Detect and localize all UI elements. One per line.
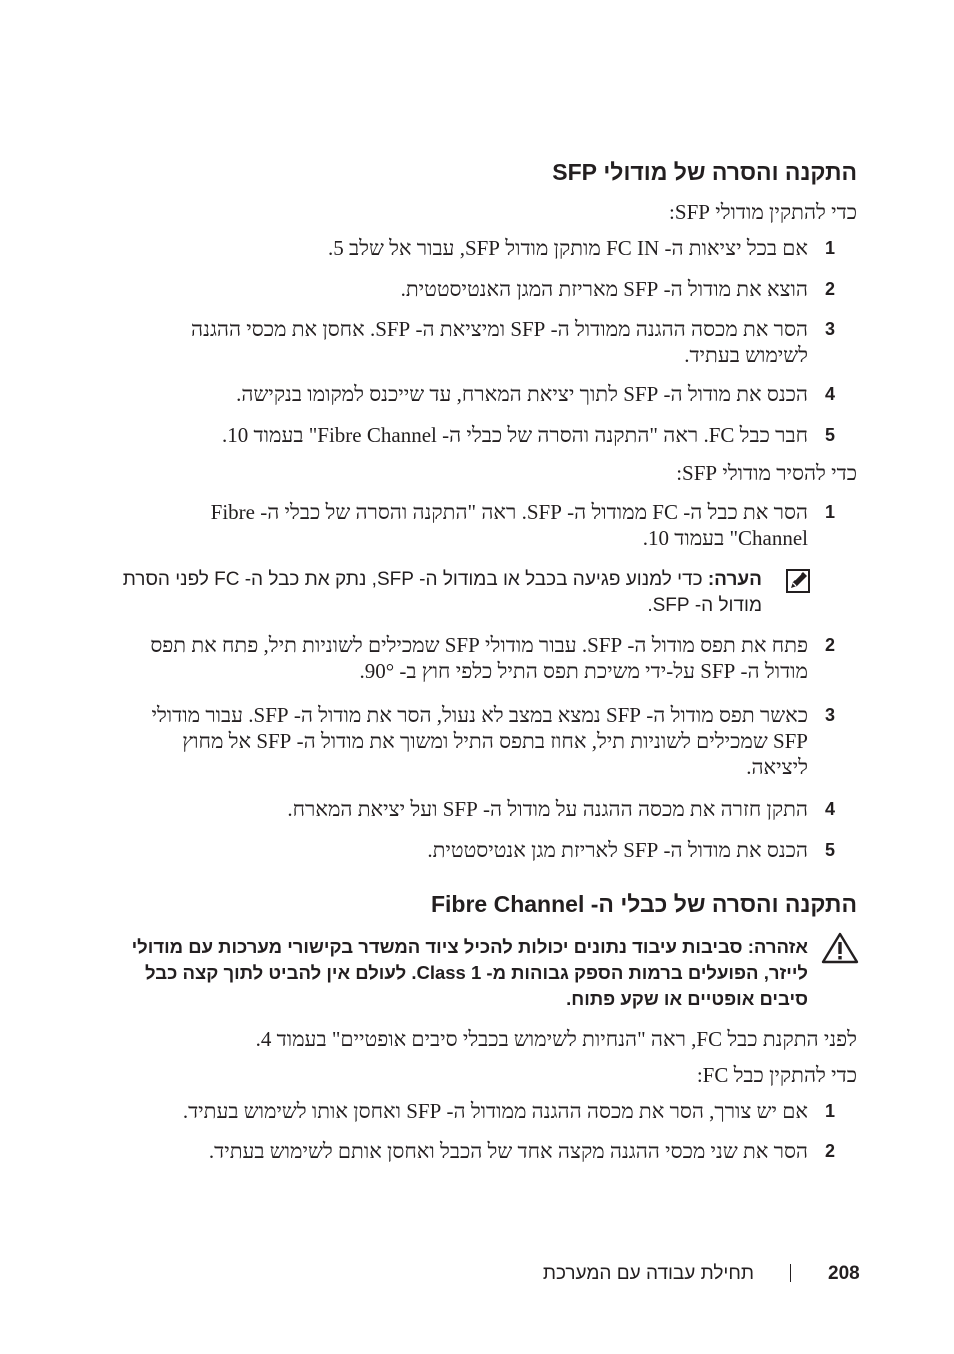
step-number: 3 — [824, 705, 835, 725]
section-heading-fibre-channel: התקנה והסרה של כבלי ה- Fibre Channel — [430, 891, 857, 917]
remove-step-2 — [128, 632, 835, 684]
install-step-5 — [128, 422, 835, 448]
step-number: 1 — [824, 238, 835, 258]
remove-sfp-intro: כדי להסיר מודולי SFP: — [676, 461, 857, 485]
note-label: הערה: — [707, 569, 762, 590]
install-step-4 — [128, 381, 835, 407]
remove-step-5 — [128, 837, 835, 863]
step-text: התקן חזרה את מכסה ההגנה על מודול ה- SFP ועל יציאת המארח. — [287, 797, 808, 821]
step-number: 2 — [824, 635, 835, 655]
step-number: 1 — [824, 502, 835, 522]
step-text: חבר כבל FC. ראה "התקנה והסרה של כבלי ה- Fibre Channel" בעמוד 10. — [222, 423, 808, 447]
section-heading-sfp: התקנה והסרה של מודולי SFP — [552, 159, 857, 185]
step-text: הסר את שני מכסי ההגנה מקצה אחד של הכבל ואחסן אותם לשימוש בעתיד. — [208, 1139, 808, 1163]
install-step-3 — [128, 316, 835, 368]
install-sfp-intro: כדי להתקין מודולי SFP: — [669, 200, 857, 224]
before-install-fc-text: לפני התקנת כבל FC, ראה "הנחיות לשימוש בכבלי סיבים אופטיים" בעמוד 4. — [255, 1027, 857, 1051]
step-number: 1 — [824, 1101, 835, 1121]
step-number: 2 — [824, 279, 835, 299]
step-text: אם בכל יציאות ה- FC IN מותקן מודול SFP, עבור אל שלב 5. — [328, 236, 808, 260]
step-number: 3 — [824, 319, 835, 339]
step-text: פתח את תפס מודול ה- SFP. עבור מודולי SFP שמכילים לשוניות תיל, פתח את תפס מודול ה- SFP על-ידי משיכת תפס התיל כלפי חוץ ב- 90°. — [150, 633, 808, 683]
page-number: 208 — [828, 1263, 860, 1284]
step-text: הסר את כבל ה- FC ממודול ה- SFP. ראה "התקנה והסרה של כבלי ה- Fibre Channel" בעמוד 10. — [210, 500, 808, 550]
step-number: 5 — [824, 840, 835, 860]
install-fc-intro: כדי להתקין כבל FC: — [696, 1063, 857, 1087]
step-number: 4 — [824, 384, 835, 404]
step-number: 4 — [824, 799, 835, 819]
install-step-1 — [128, 235, 835, 261]
footer-divider — [790, 1264, 791, 1282]
footer-title: תחילת עבודה עם המערכת — [542, 1263, 754, 1284]
step-text: כאשר תפס מודול ה- SFP נמצא במצב לא נעול, הסר את מודול ה- SFP. עבור מודולי SFP שמכילים לשוניות תיל, אחוז בתפס התיל ומשוך את מודול ה- SFP אל מחוץ ליציאה. — [151, 703, 808, 779]
install-step-2 — [128, 276, 835, 302]
laser-warning: אזהרה: סביבות עיבוד נתונים יכולות להכיל ציוד המשדר בקישורי מערכות עם מודולי לייזר, הפועלים ברמות הספק גבוהות מ- Class 1. לעולם אין להביט לתוך קצה כבל סיבים אופטיים או שקע פתוח. — [131, 936, 808, 1009]
step-number: 5 — [824, 425, 835, 445]
warning-triangle-icon — [821, 932, 859, 964]
fc-step-1 — [128, 1098, 835, 1124]
note-pencil-icon — [785, 568, 811, 594]
step-text: הסר את מכסה ההגנה ממודול ה- SFP ומיציאת ה- SFP. אחסן את מכסי ההגנה לשימוש בעתיד. — [191, 317, 808, 367]
note-text: כדי למנוע פגיעה בכבל או במודול ה- SFP, נתק את כבל ה- FC לפני הסרת מודול ה- SFP. — [122, 569, 762, 616]
remove-step-4 — [128, 796, 835, 822]
fc-step-2 — [128, 1138, 835, 1164]
step-text: הוצא את מודול ה- SFP מאריזת המגן האנטיסטטית. — [400, 277, 808, 301]
step-text: הכנס את מודול ה- SFP לאריזת מגן אנטיסטטית. — [427, 838, 808, 862]
step-text: אם יש צורך, הסר את מכסה ההגנה ממודול ה- SFP ואחסן אותו לשימוש בעתיד. — [182, 1099, 808, 1123]
step-number: 2 — [824, 1141, 835, 1161]
remove-step-3 — [128, 702, 835, 780]
note-sfp-removal — [122, 567, 762, 619]
step-text: הכנס את מודול ה- SFP לתוך יציאת המארח, עד שייכנס למקומו בנקישה. — [236, 382, 808, 406]
remove-step-1 — [128, 499, 835, 551]
